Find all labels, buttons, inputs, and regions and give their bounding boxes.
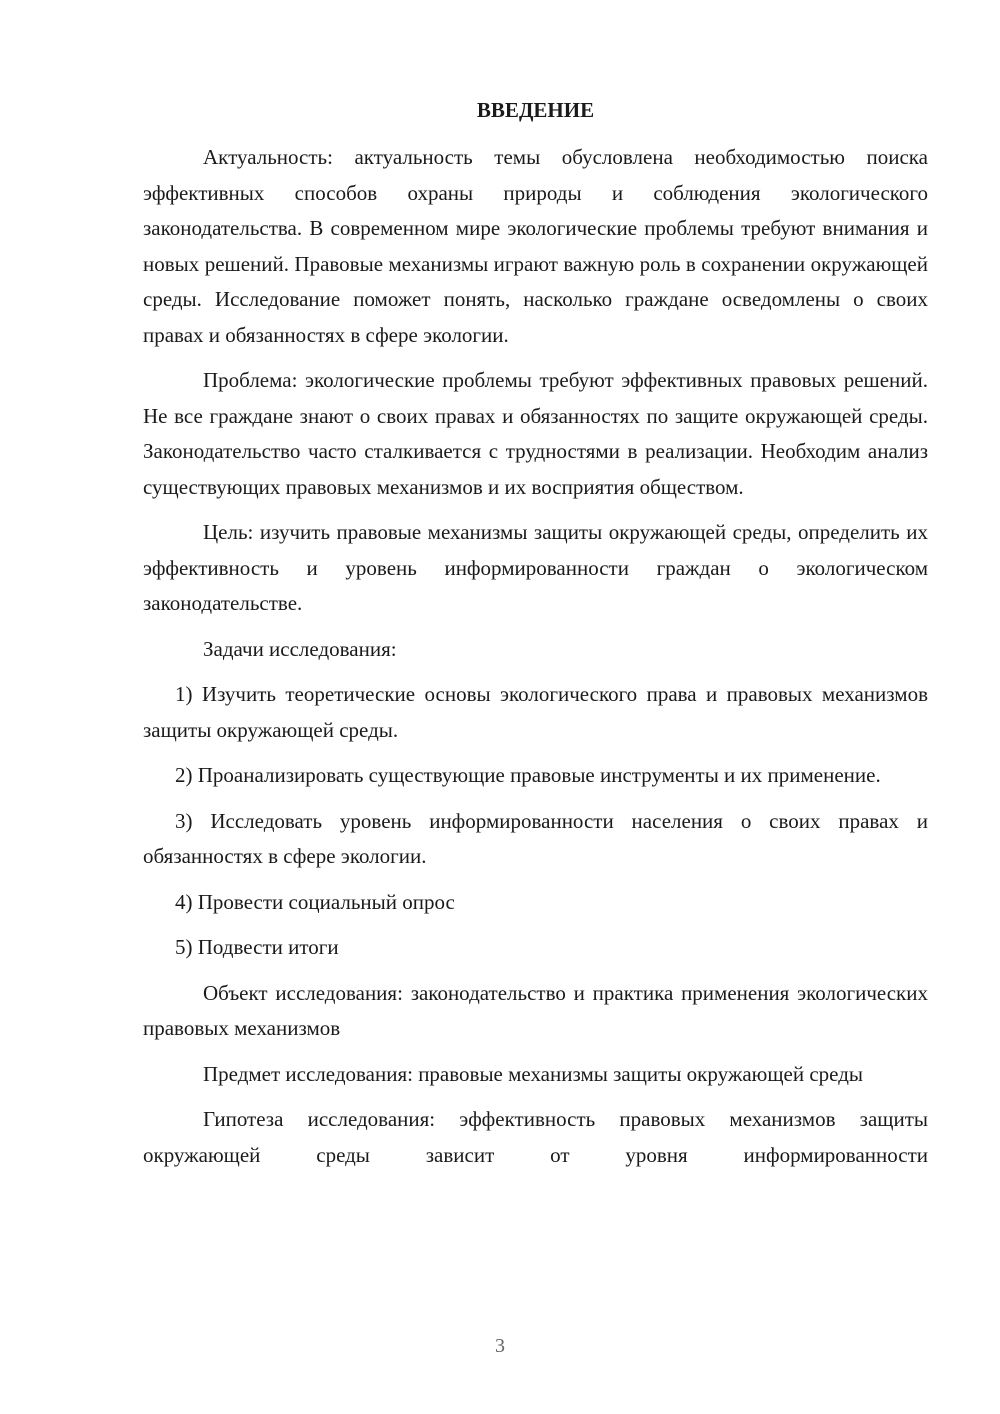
- document-page: [143, 96, 928, 1183]
- page-number: 3: [495, 1335, 505, 1357]
- task-item-5: 5) Подвести итоги: [175, 935, 339, 959]
- relevance-paragraph: Актуальность: актуальность темы обусловлена необходимостью поиска эффективных способов охраны природы и соблюдения экологического законодательства. В современном мире экологические проблемы требуют внимания и новых решений. Правовые механизмы играют важную роль в сохранении окружающей среды. Исследование поможет понять, насколько граждане осведомлены о своих правах и обязанностях в сфере экологии.: [143, 145, 928, 347]
- goal-paragraph: Цель: изучить правовые механизмы защиты окружающей среды, определить их эффективность и уровень информированности граждан о экологическом законодательстве.: [143, 520, 928, 615]
- task-item-2: 2) Проанализировать существующие правовые инструменты и их применение.: [175, 763, 881, 787]
- page-title: ВВЕДЕНИЕ: [476, 98, 595, 122]
- hypothesis-paragraph: Гипотеза исследования: эффективность правовых механизмов защиты окружающей среды зависит от уровня информированности: [143, 1107, 928, 1167]
- subject-paragraph: Предмет исследования: правовые механизмы защиты окружающей среды: [203, 1061, 863, 1086]
- problem-paragraph: Проблема: экологические проблемы требуют эффективных правовых решений. Не все граждане знают о своих правах и обязанностях по защите окружающей среды. Законодательство часто сталкивается с трудностями в реализации. Необходим анализ существующих правовых механизмов и их восприятия обществом.: [143, 368, 928, 499]
- task-item-1: 1) Изучить теоретические основы экологического права и правовых механизмов защиты окружающей среды.: [143, 682, 928, 742]
- task-item-4: 4) Провести социальный опрос: [175, 889, 455, 914]
- object-paragraph: Объект исследования: законодательство и практика применения экологических правовых механизмов: [143, 980, 928, 1040]
- tasks-title: Задачи исследования:: [203, 636, 397, 661]
- task-item-3: 3) Исследовать уровень информированности населения о своих правах и обязанностях в сфере экологии.: [143, 808, 928, 868]
